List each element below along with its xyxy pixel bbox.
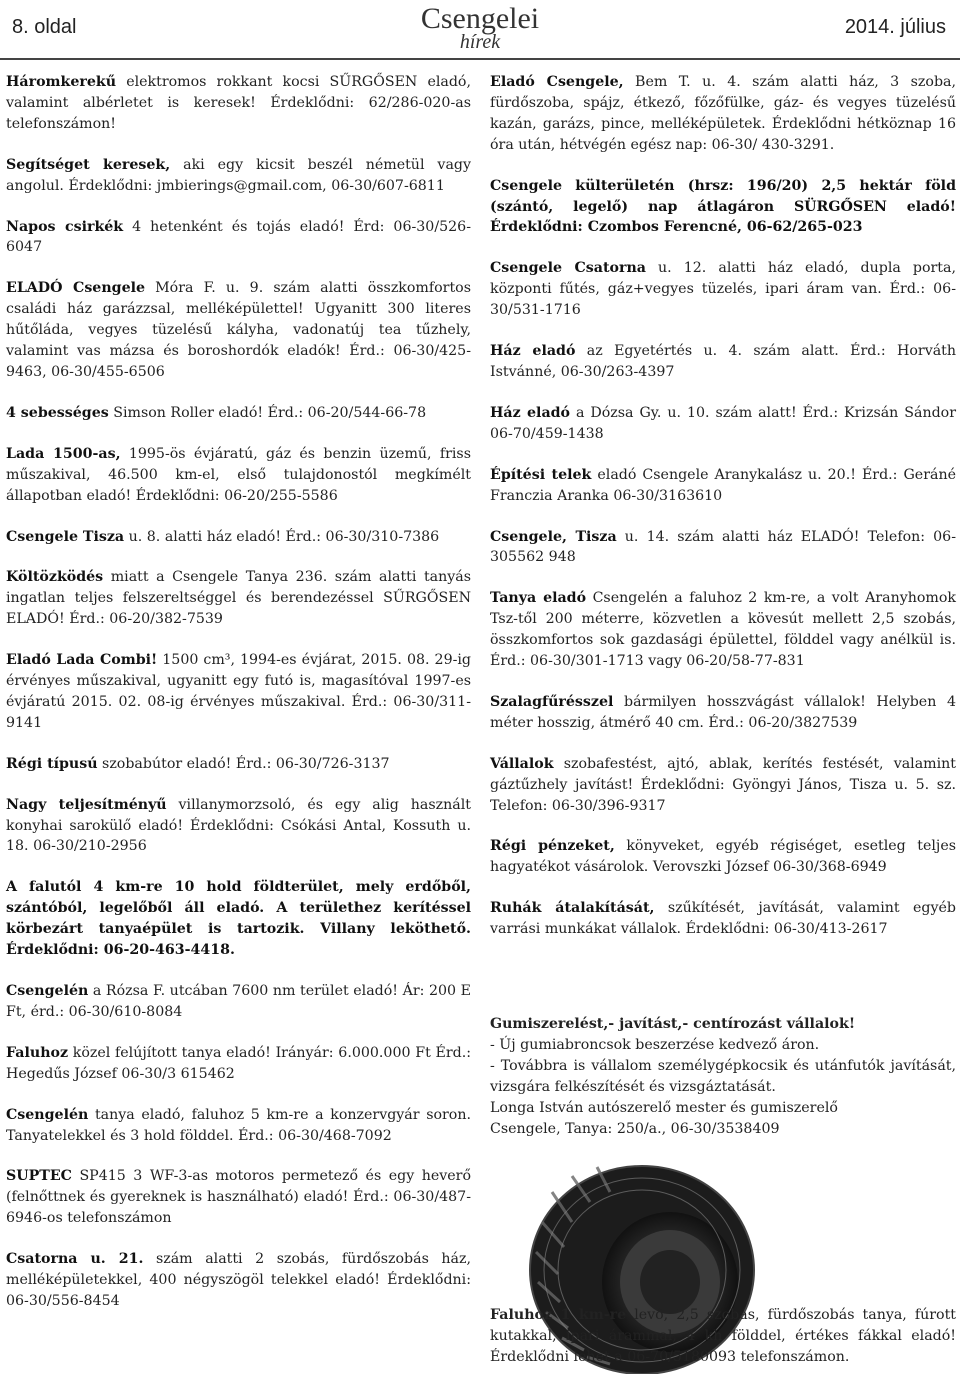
- classified-ad: [6, 567, 471, 630]
- tyre-service-ad: [490, 1014, 956, 1139]
- ad-text: bármilyen hosszvágást vállalok! Helyben 4 méter hosszig, átmérő 40 cm. Érd.: 06-20/3827539: [490, 693, 956, 731]
- masthead-logo: [0, 2, 960, 53]
- left-column: [6, 72, 471, 1332]
- ad-lead: Lada 1500-as,: [6, 445, 121, 462]
- ad-lead: Régi pénzeket,: [490, 838, 615, 855]
- ad-lead: Csengele Csatorna: [490, 260, 646, 277]
- classified-ad: [490, 692, 956, 734]
- classified-ad: [490, 403, 956, 445]
- classified-ad: [6, 1105, 471, 1147]
- ad-lead: Nagy teljesítményű: [6, 796, 167, 813]
- ad-text: szobafestést, ajtó, ablak, kerítés festését, valamint gáztűzhely javítást! Érdeklődni: Gyöngyi János, Tisza u. 5. sz. Telefon: 06-30/396-9317: [490, 755, 956, 814]
- ad-text: Csengelén a faluhoz 2 km-re, a volt Aranyhomok Tsz-től 200 méterre, közvetlen a kövesút mellett 2,5 szobás, összkomfortos sok gazdasági épülettel, földdel vagy anélkül is. Érd.: 06-30/301-1713 vagy 06-20/58-77-831: [490, 590, 957, 670]
- ad-text: Móra F. u. 9. szám alatti összkomfortos családi ház garázzsal, melléképülettel! Ugyanitt 300 literes hűtőláda, vegyes tüzelésű kályha, vadonatúj tea tűzhely, valamint vas mázsa és boroshordók eladók! Érd.: 06-30/425-9463, 06-30/455-6506: [6, 280, 471, 380]
- ad-text: könyveket, egyéb régiséget, esetleg teljes hagyatékot vásárolok. Verovszki József 06-30/368-6949: [490, 838, 957, 876]
- ad-text: a Dózsa Gy. u. 10. szám alatt! Érd.: Krizsán Sándor 06-70/459-1438: [490, 404, 956, 442]
- ad-text: 1995-ös évjáratú, gáz és benzin üzemű, friss műszakival, 46.500 km-el, első tulajdonostól megkímélt állapotban eladó! Érdeklődni: 06-20/255-5586: [6, 445, 471, 504]
- ad-lead: Szalagfűrésszel: [490, 693, 614, 710]
- classified-ad: [6, 981, 471, 1023]
- ad-lead: Napos csirkék: [6, 218, 124, 235]
- tyre-ad-line: - Új gumiabroncsok beszerzése kedvező áron.: [490, 1036, 820, 1053]
- ad-lead: Régi típusú: [6, 755, 98, 772]
- classified-ad: [6, 877, 471, 961]
- ad-text: az Egyetértés u. 4. szám alatt. Érd.: Horváth Istvánné, 06-30/263-4397: [490, 343, 957, 380]
- last-ad: [490, 1305, 956, 1368]
- ad-text: a Rózsa F. utcában 7600 nm terület eladó! Ár: 200 E Ft, érd.: 06-30/610-8084: [6, 983, 471, 1020]
- classified-ad: [6, 754, 471, 775]
- ad-lead: Vállalok: [490, 755, 554, 772]
- ad-lead: Ház eladó: [490, 404, 571, 421]
- ad-lead: Építési telek: [490, 466, 592, 483]
- classified-ad: [490, 72, 956, 156]
- ad-lead: Csatorna u. 21.: [6, 1251, 144, 1268]
- ad-lead: Csengelén: [6, 1106, 89, 1123]
- ad-text: 1500 cm³, 1994-es évjárat, 2015. 08. 29-ig érvényes műszakival, ugyanitt egy futó is, magasítóval 1997-es évjáratú 2015. 02. 08-ig érvényes műszakival. Érd.: 06-30/311-9141: [6, 652, 472, 731]
- classified-ad: [6, 527, 471, 548]
- ad-text: Bem T. u. 4. szám alatti ház, 3 szoba, fürdőszoba, spájz, étkező, főzőfülke, gáz- és vegyes tüzelésű kazán, garázs, pince, melléképületek. Érdeklődni hétköznap 16 óra után, hétvégén egész nap: 06-30/ 430-3291.: [490, 74, 956, 153]
- masthead-title: Csengelei: [420, 2, 540, 35]
- classified-ad: [6, 1249, 471, 1312]
- ad-lead: Költözködés: [6, 569, 104, 586]
- classified-ad: [6, 1043, 471, 1085]
- classified-ad: [490, 258, 956, 321]
- ad-text: aki egy kicsit beszél németül vagy angolul. Érdeklődni: jmbierings@gmail.com, 06-30/607-6811: [6, 156, 471, 194]
- classified-ad: [490, 836, 956, 878]
- ad-lead: Eladó Lada Combi!: [6, 652, 158, 669]
- ad-lead: Segítséget keresek,: [6, 156, 171, 173]
- classified-ad: [6, 650, 471, 734]
- ad-lead: Ház eladó: [490, 343, 576, 360]
- classified-ad: [6, 72, 471, 135]
- tyre-ad-line: Csengele, Tanya: 250/a., 06-30/3538409: [490, 1120, 780, 1137]
- ad-lead: SUPTEC: [6, 1168, 72, 1185]
- ad-text: Simson Roller eladó! Érd.: 06-20/544-66-78: [108, 404, 427, 421]
- classified-ad: [490, 527, 956, 569]
- ad-lead: A falutól 4 km-re 10 hold földterület, mely erdőből, szántóból, legelőből áll eladó. A területhez kerítéssel körbezárt tanyaépület is tartozik. Villany leköthető. Érdeklődni: 06-20-463-4418.: [6, 879, 471, 959]
- classified-ad: [6, 1166, 471, 1229]
- classified-ad: [6, 444, 471, 507]
- classified-ad: [490, 588, 956, 672]
- ad-lead: Eladó Csengele,: [490, 74, 624, 90]
- classified-ad: [490, 898, 956, 940]
- issue-date: 2014. július: [844, 16, 946, 38]
- ad-lead: Faluhoz: [6, 1044, 69, 1061]
- ad-text: szűkítését, javítását, valamint egyéb varrási munkákat vállalok. Érdeklődni: 06-30/413-2617: [490, 900, 956, 938]
- tyre-ad-line: - Továbbra is vállalom személygépkocsik és utánfutók javítását, vizsgára felkészítését és vizsgáztatását.: [490, 1057, 956, 1095]
- ad-lead: Csengele, Tisza: [490, 528, 617, 545]
- ad-lead: Csengelén: [6, 983, 89, 999]
- ad-text: szobabútor eladó! Érd.: 06-30/726-3137: [97, 755, 390, 772]
- ad-text: u. 8. alatti ház eladó! Érd.: 06-30/310-7386: [124, 528, 440, 545]
- ad-text: SP415 3 WF-3-as motoros permetező és egy heverő (felnőttnek és gyereknek is használható) eladó! Érd.: 06-30/487-6946-os telefonszámon: [6, 1168, 471, 1227]
- ad-lead: Tanya eladó: [490, 590, 587, 607]
- tyre-ad-line: Longa István autószerelő mester és gumiszerelő: [490, 1099, 838, 1116]
- page-header: [0, 0, 960, 60]
- ad-text: eladó Csengele Aranykalász u. 20.! Érd.: Geráné Franczia Aranka 06-30/3163610: [490, 466, 956, 504]
- classified-ad: [490, 754, 956, 817]
- ad-text: közel felújított tanya eladó! Irányár: 6.000.000 Ft Érd.: Hegedűs József 06-30/3 615462: [6, 1044, 471, 1082]
- ad-text: miatt a Csengele Tanya 236. szám alatti tanyás ingatlan teljes felszereltséggel és berendezéssel SŰRGŐSEN ELADÓ! Érd.: 06-20/382-7539: [6, 569, 471, 628]
- classified-ad: [6, 795, 471, 858]
- classified-ad: [490, 341, 956, 383]
- classified-ad: [6, 403, 471, 424]
- classified-ad: [6, 278, 471, 383]
- ad-text: tanya eladó, faluhoz 5 km-re a konzervgyár soron. Tanyatelekkel és 3 hold földdel. Érd.: 06-30/468-7092: [6, 1106, 471, 1144]
- ad-text: u. 12. alatti ház eladó, dupla porta, központi fűtés, gáz+vegyes tüzelés, ipari áram van. Érd.: 06-30/531-1716: [490, 260, 956, 319]
- ad-text: u. 14. szám alatti ház ELADÓ! Telefon: 06-305562 948: [490, 528, 957, 566]
- ad-text: 4 hetenként és tojás eladó! Érd: 06-30/526-6047: [6, 218, 471, 256]
- ad-lead: Csengele Tisza: [6, 528, 125, 545]
- ad-text: elektromos rokkant kocsi SŰRGŐSEN eladó, valamint albérletet is keresek! Érdeklődni: 62/286-020-as telefonszámon!: [6, 74, 471, 132]
- ad-lead: 4 sebességes: [6, 404, 109, 421]
- classified-ad: [6, 217, 471, 259]
- page-number: 8. oldal: [12, 16, 77, 38]
- ad-lead: ELADÓ Csengele: [6, 280, 146, 297]
- ad-lead: Háromkerekű: [6, 74, 117, 90]
- classified-ad: [6, 155, 471, 197]
- ad-lead: Csengele külterületén (hrsz: 196/20) 2,5 hektár föld (szántó, legelő) nap átlagáron SÜRGŐSEN eladó! Érdeklődni: Czombos Ferencné, 06-62/265-023: [490, 177, 956, 236]
- right-column: [490, 72, 956, 960]
- masthead-subtitle: hírek: [459, 31, 501, 53]
- ad-text: levő, 2,5 szobás, fürdőszobás tanya, fúrott kutakkal, ipari árammal, 4 kh földdel, értékes fákkal eladó! Érdeklődni lehet a 06-70/5180093 telefonszámon.: [490, 1307, 956, 1365]
- classified-ad: [490, 465, 956, 507]
- ad-text: szám alatti 2 szobás, fürdőszobás ház, melléképületekkel, 400 négyszögöl telekkel eladó! Érdeklődni: 06-30/556-8454: [6, 1251, 471, 1309]
- ad-lead: Faluhoz 1 km-re: [490, 1307, 627, 1323]
- ad-text: villanymorzsoló, és egy alig használt konyhai sarokülő eladó! Érdeklődni: Csókási Antal, Kossuth u. 18. 06-30/210-2956: [6, 796, 471, 855]
- tyre-ad-title: Gumiszerelést,- javítást,- centírozást vállalok!: [490, 1016, 856, 1032]
- ad-lead: Ruhák átalakítását,: [490, 900, 655, 917]
- classified-ad: [490, 176, 956, 239]
